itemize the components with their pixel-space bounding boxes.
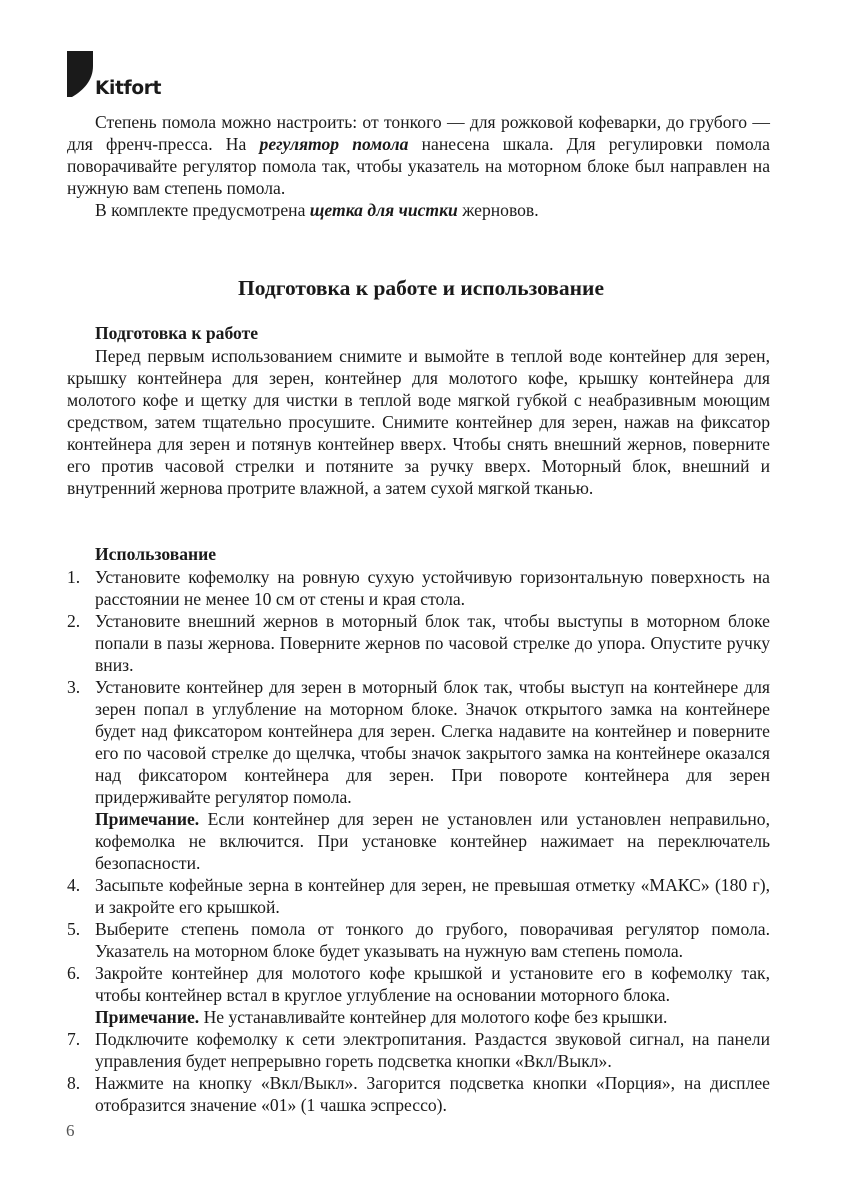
list-item: 7. Подключите кофемолку к сети электропитания. Раздастся звуковой сигнал, на панели управления будет непрерывно гореть подсветка кнопки «Вкл/Выкл».: [67, 1029, 770, 1071]
list-item: 1. Установите кофемолку на ровную сухую устойчивую горизонтальную поверхность на расстоянии не менее 10 см от стены и края стола.: [67, 567, 770, 609]
preparation-text: [67, 345, 770, 499]
list-item: 3. Установите контейнер для зерен в моторный блок так, чтобы выступ на контейнере для зерен попал в углубление на моторном блоке. Значок открытого замка на контейнере будет над фиксатором контейнера для зерен. Слегка надавите на контейнер и поверните его по часовой стрелке до щелчка, чтобы значок закрытого замка на контейнере оказался над фиксатором контейнера для зерен. При повороте контейнера для зерен придерживайте регулятор помола. Примечание. Если контейнер для зерен не установлен или установлен неправильно, кофемолка не включится. При установке контейнер нажимает на переключатель безопасности.: [67, 677, 770, 873]
preparation-paragraph: Перед первым использованием снимите и вымойте в теплой воде контейнер для зерен, крышку контейнера для зерен, контейнер для молотого кофе, крышку контейнера для молотого кофе и щетку для чистки в теплой воде мягкой губкой с неабразивным моющим средством, затем тщательно просушите. Снимите контейнер для зерен, нажав на фиксатор контейнера для зерен и потянув контейнер вверх. Чтобы снять внешний жернов, поверните его против часовой стрелки и потяните за ручку вверх. Моторный блок, внешний и внутренний жернова протрите влажной, а затем сухой мягкой тканью.: [67, 346, 770, 498]
brand-name: Kitfort: [95, 78, 162, 99]
list-item: 6. Закройте контейнер для молотого кофе крышкой и установите его в кофемолку так, чтобы контейнер встал в круглое углубление на основании моторного блока. Примечание. Не устанавливайте контейнер для молотого кофе без крышки.: [67, 963, 770, 1027]
step-note: Примечание. Если контейнер для зерен не установлен или установлен неправильно, кофемолка не включится. При установке контейнер нажимает на переключатель безопасности.: [95, 809, 770, 873]
usage-heading: Использование: [95, 544, 217, 564]
step-note: Примечание. Не устанавливайте контейнер для молотого кофе без крышки.: [95, 1007, 668, 1027]
preparation-heading: Подготовка к работе: [95, 323, 259, 343]
cleaning-brush-term: щетка для чистки: [309, 200, 458, 220]
brand-logo: [66, 50, 186, 104]
grind-regulator-term: регулятор помола: [259, 134, 409, 154]
intro-text: [67, 111, 770, 221]
list-item: 8. Нажмите на кнопку «Вкл/Выкл». Загорится подсветка кнопки «Порция», на дисплее отобразится значение «01» (1 чашка эспрессо).: [67, 1073, 770, 1115]
intro-paragraph-1: Степень помола можно настроить: от тонкого — для рожковой кофеварки, до грубого — для френч-пресса. На регулятор помола нанесена шкала. Для регулировки помола поворачивайте регулятор помола так, чтобы указатель на моторном блоке был направлен на нужную вам степень помола.: [67, 112, 770, 198]
list-item: 5. Выберите степень помола от тонкого до грубого, поворачивая регулятор помола. Указатель на моторном блоке будет указывать на нужную вам степень помола.: [67, 919, 770, 961]
page-number: 6: [66, 1121, 75, 1140]
list-item: 2. Установите внешний жернов в моторный блок так, чтобы выступы в моторном блоке попали в пазы жернова. Поверните жернов по часовой стрелке до упора. Опустите ручку вниз.: [67, 611, 770, 675]
section-title: Подготовка к работе и использование: [238, 276, 604, 300]
intro-paragraph-2: В комплекте предусмотрена щетка для чистки жерновов.: [95, 200, 539, 220]
list-item: 4. Засыпьте кофейные зерна в контейнер для зерен, не превышая отметку «МАКС» (180 г), и закройте его крышкой.: [67, 875, 770, 917]
kitfort-logo-icon: [66, 50, 96, 98]
usage-steps-list: [67, 566, 770, 1116]
